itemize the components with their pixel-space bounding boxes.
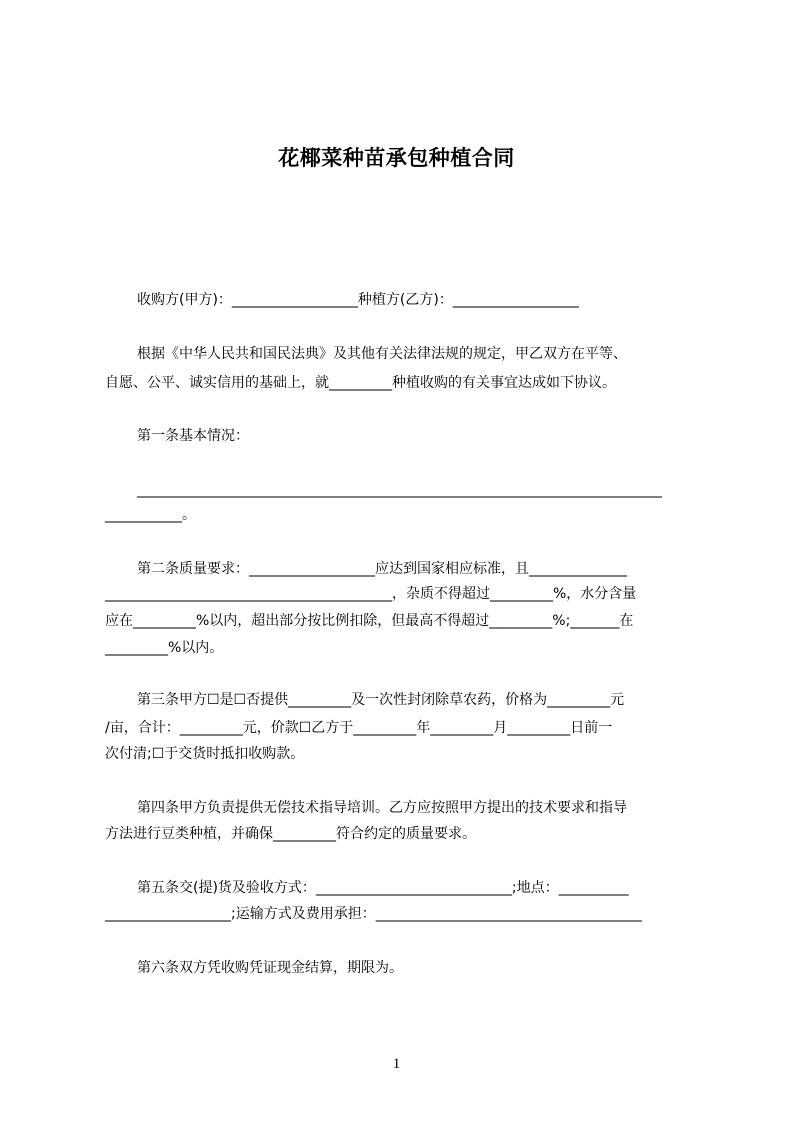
- intro-line-1: 根据《中华人民共和国民法典》及其他有关法律法规的规定，甲乙双方在平等、: [137, 346, 627, 362]
- article-5-line-1: 第五条交(提)货及验收方式：____________________________;地点：__________: [137, 880, 629, 896]
- article-4-line-2: 方法进行豆类种植，并确保_________符合约定的质量要求。: [105, 826, 476, 842]
- article-1-heading: 第一条基本情况：: [137, 428, 249, 444]
- article-3-line-1: 第三条甲方☐是☐否提供_________及一次性封闭除草农药，价格为_________元: [137, 692, 625, 708]
- article-2-line-3: 应在_________%以内，超出部分按比例扣除，但最高不得超过_________%;_______在: [105, 613, 634, 629]
- article-6-line: 第六条双方凭收购凭证现金结算，期限为。: [137, 960, 403, 976]
- article-5-line-2: __________________;运输方式及费用承担：______________________________________: [105, 906, 642, 922]
- intro-line-2: 自愿、公平、诚实信用的基础上，就_________种植收购的有关事宜达成如下协议。: [105, 375, 616, 391]
- article-2-line-2: _________________________________________，杂质不得超过_________%，水分含量: [105, 586, 637, 602]
- party-line: 收购方(甲方)：__________________种植方(乙方)：__________________: [137, 292, 579, 308]
- article-2-line-4: _________%以内。: [105, 640, 224, 656]
- article-1-blank-1: ___________________________________________________________________________: [137, 482, 662, 498]
- article-2-line-1: 第二条质量要求：__________________应达到国家相应标准，且______________: [137, 561, 627, 577]
- article-1-blank-2: ___________。: [105, 507, 196, 523]
- article-3-line-2: /亩，合计：_________元，价款☐乙方于_________年_________月_________日前一: [105, 720, 613, 736]
- page-number: 1: [392, 1056, 401, 1072]
- article-4-line-1: 第四条甲方负责提供无偿技术指导培训。乙方应按照甲方提出的技术要求和指导: [137, 800, 627, 816]
- article-3-line-3: 次付清;☐于交货时抵扣收购款。: [105, 746, 305, 762]
- contract-title: 花椰菜种苗承包种植合同: [278, 146, 515, 170]
